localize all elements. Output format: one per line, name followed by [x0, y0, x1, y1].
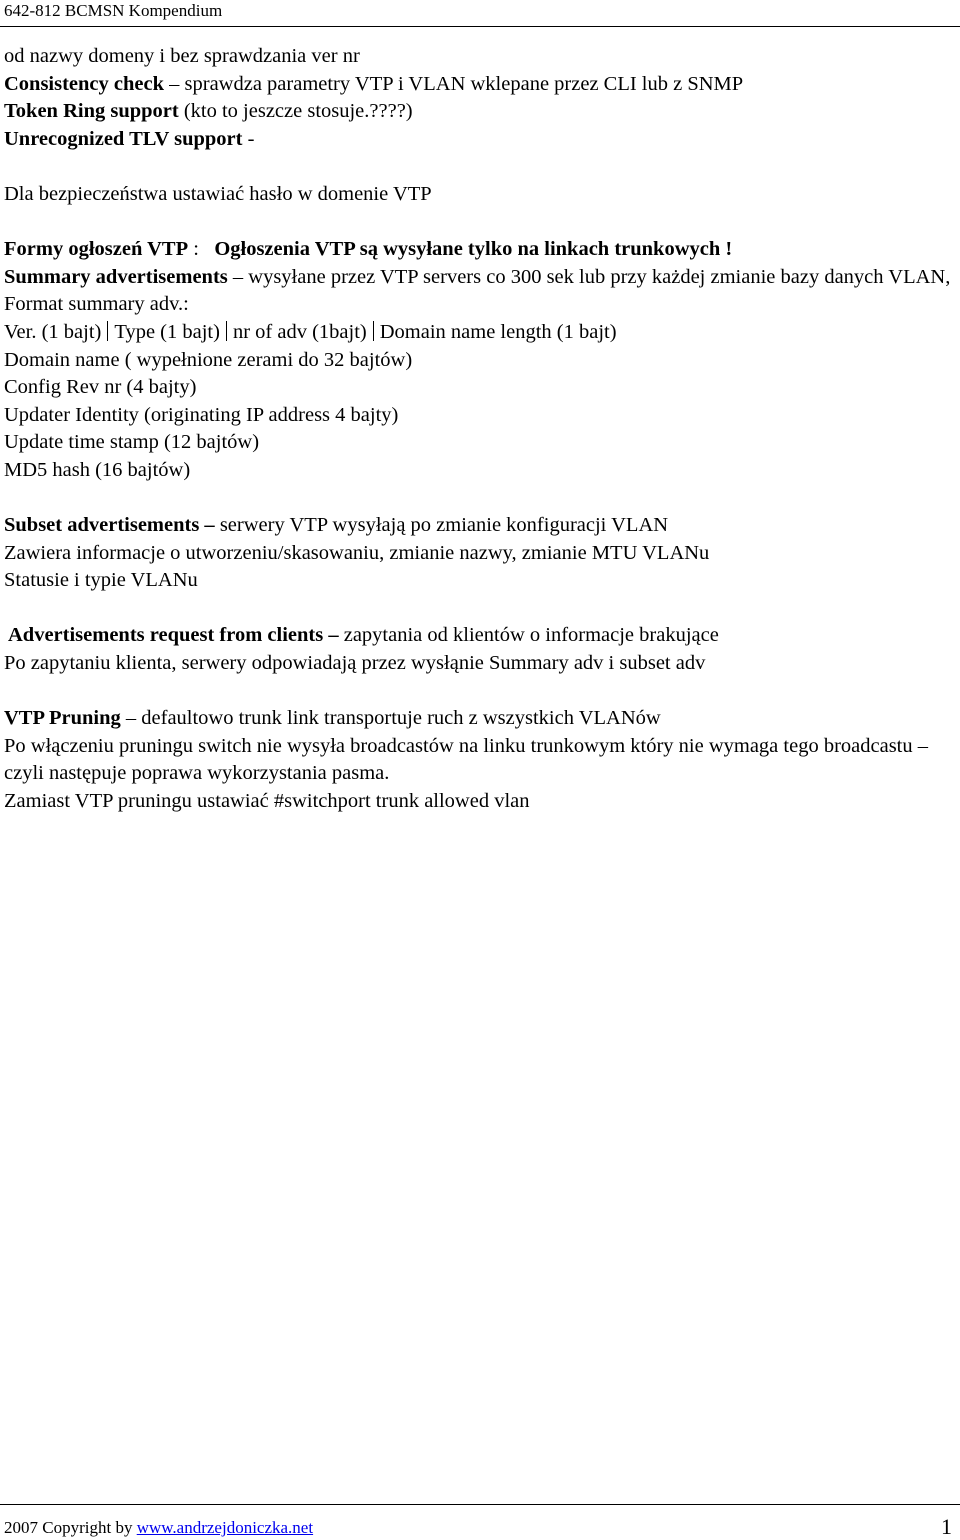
text-line: Zawiera informacje o utworzeniu/skasowaniu, zmianie nazwy, zmianie MTU VLANu [4, 541, 710, 564]
text-line [4, 126, 958, 154]
field-nr-of-adv: nr of adv (1bajt) [232, 320, 367, 343]
document-body [4, 43, 958, 816]
definition: – defaultowo trunk link transportuje ruch z wszystkich VLANów [120, 707, 661, 730]
header-divider [0, 26, 960, 27]
separator: : [188, 238, 215, 261]
text-line [4, 705, 958, 733]
definition: zapytania od klientów o informacje brakujące [338, 624, 719, 647]
text-line: Statusie i typie VLANu [4, 569, 198, 592]
text-line: Domain name ( wypełnione zerami do 32 bajtów) [4, 348, 413, 371]
text-line: Zamiast VTP pruningu ustawiać #switchport trunk allowed vlan [4, 790, 530, 813]
field-ver: Ver. (1 bajt) [4, 320, 102, 343]
text-line [4, 236, 958, 264]
field-separator [226, 321, 227, 341]
text-line: od nazwy domeny i bez sprawdzania ver nr [4, 45, 360, 67]
field-domain-length: Domain name length (1 bajt) [379, 320, 617, 343]
definition: – sprawdza parametry VTP i VLAN wklepane przez CLI lub z SNMP [164, 72, 744, 95]
term-unrecognized-tlv: Unrecognized TLV support [4, 127, 243, 150]
trunk-note: Ogłoszenia VTP są wysyłane tylko na linkach trunkowych ! [214, 238, 733, 261]
field-separator [107, 321, 108, 341]
page-footer [4, 1517, 313, 1539]
footer-divider [0, 1504, 960, 1505]
format-fields-line [4, 319, 958, 347]
field-separator [373, 321, 374, 341]
page-header: 642-812 BCMSN Kompendium [4, 1, 223, 20]
definition: – wysyłane przez VTP servers co 300 sek lub przy każdej zmianie bazy danych VLAN, [227, 265, 951, 288]
text-line: Config Rev nr (4 bajty) [4, 376, 197, 399]
term-token-ring: Token Ring support [4, 100, 179, 123]
term-subset-adv: Subset advertisements – [4, 514, 215, 537]
text-line [4, 264, 958, 292]
text-line: Updater Identity (originating IP address 4 bajty) [4, 403, 399, 426]
website-link[interactable]: www.andrzejdoniczka.net [136, 1518, 314, 1537]
text-line: Po włączeniu pruningu switch nie wysyła broadcastów na linku trunkowym który nie wymaga tego broadcastu – czyli następuje poprawa wykorzystania pasma. [4, 734, 929, 785]
definition: - [242, 127, 255, 150]
text-line: Format summary adv.: [4, 293, 189, 316]
text-line: Update time stamp (12 bajtów) [4, 431, 260, 454]
term-vtp-pruning: VTP Pruning [4, 707, 121, 730]
text-line: MD5 hash (16 bajtów) [4, 458, 191, 481]
text-line [4, 622, 958, 650]
term-adv-request: Advertisements request from clients – [4, 624, 339, 647]
page-number: 1 [941, 1514, 952, 1539]
copyright-text: 2007 Copyright by [4, 1518, 137, 1537]
definition: serwery VTP wysyłają po zmianie konfiguracji VLAN [214, 514, 669, 537]
text-line [4, 98, 958, 126]
text-line [4, 71, 958, 99]
text-line: Po zapytaniu klienta, serwery odpowiadają przez wysłąnie Summary adv i subset adv [4, 652, 706, 675]
text-line [4, 512, 958, 540]
term-summary-adv: Summary advertisements [4, 265, 228, 288]
field-type: Type (1 bajt) [114, 320, 220, 343]
term-consistency-check: Consistency check [4, 72, 165, 95]
text-line: Dla bezpieczeństwa ustawiać hasło w domenie VTP [4, 182, 432, 205]
heading-forms: Formy ogłoszeń VTP [4, 238, 189, 261]
definition: (kto to jeszcze stosuje.????) [178, 100, 413, 123]
